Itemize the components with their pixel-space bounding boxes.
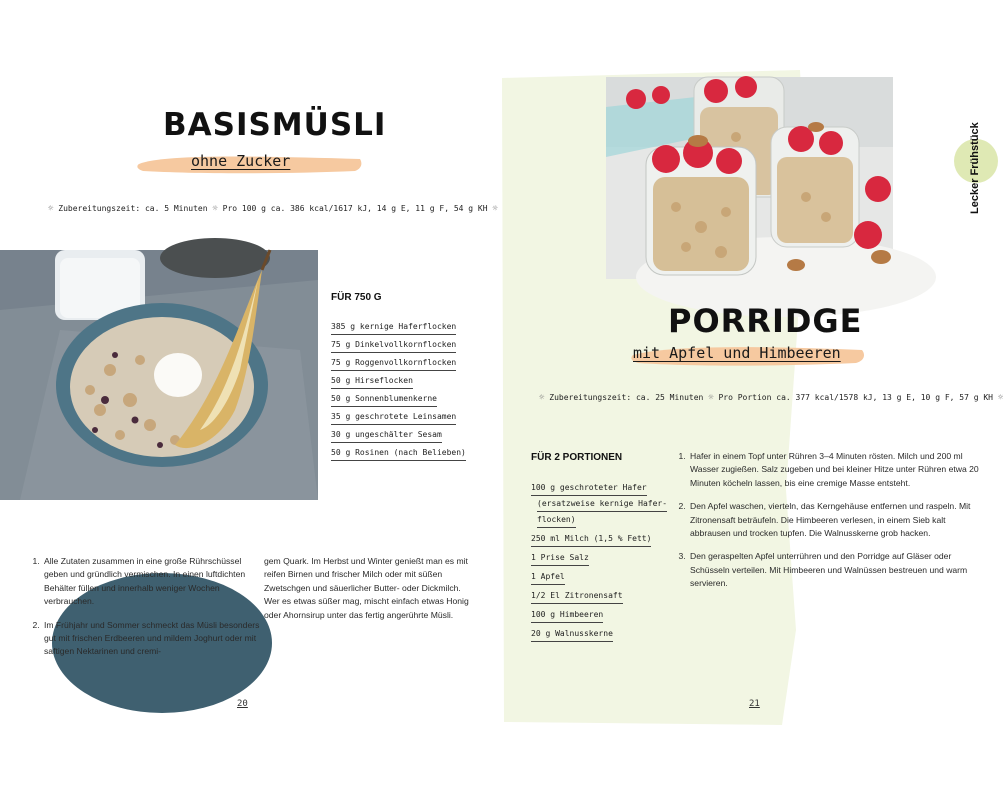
prep-time: Zubereitungszeit: ca. 25 Minuten	[549, 393, 704, 402]
nutrition-info: Pro 100 g ca. 386 kcal/1617 kJ, 14 g E, 11 g F, 54 g KH	[222, 204, 488, 213]
ingredients-heading: FÜR 750 G	[331, 292, 382, 303]
recipe-subtitle: ohne Zucker	[191, 152, 291, 170]
right-page	[500, 0, 1003, 800]
instruction-step: 1. Hafer in einem Topf unter Rühren 3–4 Minuten rösten. Milch und 200 ml Wasser zugießen. Salz zugeben und bei kleiner Hitze unter Rühren etwa 20 Minuten köcheln lassen, bis eine cremige Masse entsteht.	[688, 450, 988, 490]
ingredient-item: 385 g kernige Haferflocken	[331, 322, 456, 335]
ingredient-item: 35 g geschrotete Leinsamen	[331, 412, 456, 425]
ingredient-item: 100 g Himbeeren	[531, 610, 603, 623]
recipe-meta	[48, 204, 498, 214]
section-tab: Lecker Frühstück	[969, 122, 981, 214]
ingredient-item: 30 g ungeschälter Sesam	[331, 430, 442, 443]
ingredient-item: 75 g Roggenvollkornflocken	[331, 358, 456, 371]
ingredient-item: 50 g Sonnenblumenkerne	[331, 394, 437, 407]
instructions-list	[674, 450, 988, 601]
ingredient-item: 20 g Walnusskerne	[531, 629, 613, 642]
ingredients-heading: FÜR 2 PORTIONEN	[531, 452, 623, 463]
recipe-title: PORRIDGE	[668, 302, 863, 340]
page-number: 21	[749, 699, 760, 709]
ingredient-item: 1/2 El Zitronensaft	[531, 591, 623, 604]
sun-icon: ☼	[708, 393, 714, 403]
instructions-list	[28, 555, 260, 669]
instruction-step: 2. Im Frühjahr und Sommer schmeckt das Müsli besonders gut mit frischen Erdbeeren und mildem Joghurt oder mit saftigen Nektarinen und cremi-	[42, 619, 260, 659]
sun-icon: ☼	[48, 204, 54, 214]
instruction-step: 1. Alle Zutaten zusammen in eine große Rührschüssel geben und gründlich vermischen. In einen luftdichten Behälter füllen und innerhalb weniger Wochen verbrauchen.	[42, 555, 260, 609]
left-page	[0, 0, 500, 800]
porridge-photo	[606, 77, 893, 279]
ingredient-item: 1 Prise Salz	[531, 553, 589, 566]
recipe-subtitle: mit Apfel und Himbeeren	[633, 344, 841, 362]
ingredients-list	[331, 322, 466, 461]
ingredient-item: (ersatzweise kernige Hafer-	[537, 499, 667, 512]
instruction-step: 3. Den geraspelten Apfel unterrühren und den Porridge auf Gläser oder Schüsseln verteilen. Mit Himbeeren und Walnüssen bestreuen und warm servieren.	[688, 550, 988, 590]
instruction-continuation: gem Quark. Im Herbst und Winter genießt man es mit reifen Birnen und frischer Milch oder mit süßen Zwetschgen und säuerlicher Butter- oder Dickmilch. Wer es etwas süßer mag, mischt einfach etwas Honig oder Ahornsirup unter das fertig angerührte Müsli.	[264, 556, 469, 620]
ingredient-item: 50 g Hirseflocken	[331, 376, 413, 389]
ingredients-list	[531, 483, 667, 642]
recipe-meta	[539, 393, 1003, 403]
ingredient-item: 50 g Rosinen (nach Belieben)	[331, 448, 466, 461]
sun-icon: ☼	[997, 393, 1003, 403]
nutrition-info: Pro Portion ca. 377 kcal/1578 kJ, 13 g E, 10 g F, 57 g KH	[718, 393, 993, 402]
recipe-title: BASISMÜSLI	[163, 107, 387, 143]
ingredient-item: 75 g Dinkelvollkornflocken	[331, 340, 456, 353]
sun-icon: ☼	[212, 204, 218, 214]
ingredient-item: flocken)	[537, 515, 576, 528]
sun-icon: ☼	[539, 393, 545, 403]
page-number: 20	[237, 699, 248, 709]
ingredient-item: 1 Apfel	[531, 572, 565, 585]
instruction-step: 2. Den Apfel waschen, vierteln, das Kerngehäuse entfernen und raspeln. Mit Zitronensaft beträufeln. Die Himbeeren verlesen, in einem Sieb kalt abbrausen und trocken tupfen. Die Walnusskerne grob hacken.	[688, 500, 988, 540]
ingredient-item: 250 ml Milch (1,5 % Fett)	[531, 534, 651, 547]
ingredient-item: 100 g geschroteter Hafer	[531, 483, 647, 496]
sun-icon: ☼	[492, 204, 498, 214]
muesli-photo	[0, 250, 318, 500]
prep-time: Zubereitungszeit: ca. 5 Minuten	[58, 204, 208, 213]
